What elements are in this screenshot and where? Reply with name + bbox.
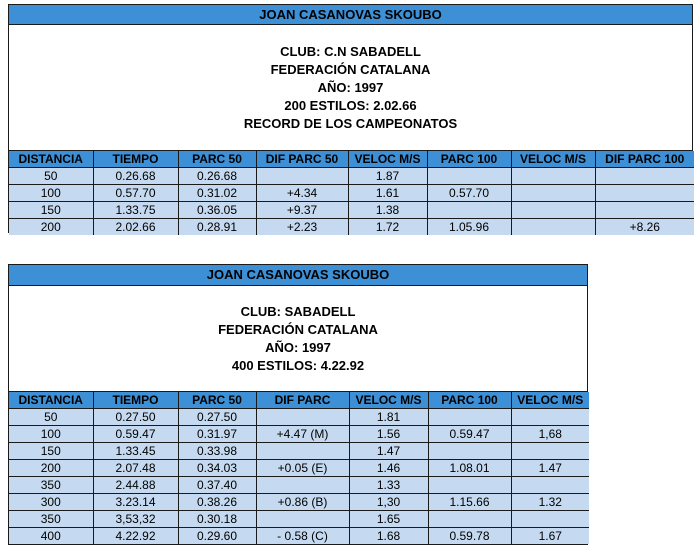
table-cell bbox=[511, 219, 595, 236]
table-cell: 1,30 bbox=[349, 494, 428, 511]
table-cell: +4.47 (M) bbox=[256, 426, 349, 443]
table-cell bbox=[595, 185, 694, 202]
table-cell bbox=[427, 168, 511, 185]
column-header: VELOC M/S bbox=[511, 392, 589, 409]
table-row bbox=[9, 528, 589, 545]
table-cell: 0.26.68 bbox=[93, 168, 178, 185]
table-cell: 350 bbox=[9, 477, 93, 494]
table-cell: 1.87 bbox=[348, 168, 427, 185]
column-header: DISTANCIA bbox=[9, 392, 93, 409]
column-header: PARC 50 bbox=[178, 151, 256, 168]
table-cell: 1.32 bbox=[511, 494, 589, 511]
table-cell bbox=[256, 511, 349, 528]
column-header: VELOC M/S bbox=[511, 151, 595, 168]
results-table-400-estilos bbox=[8, 264, 588, 545]
table-cell: 0.30.18 bbox=[178, 511, 256, 528]
table-cell: 350 bbox=[9, 511, 93, 528]
column-header: DIF PARC 50 bbox=[256, 151, 348, 168]
table-row bbox=[9, 185, 694, 202]
table-cell: 0.27.50 bbox=[93, 409, 178, 426]
table-cell: 200 bbox=[9, 219, 93, 236]
club-line: CLUB: SABADELL bbox=[240, 303, 356, 319]
table-cell: 1.46 bbox=[349, 460, 428, 477]
table-cell: 1.33 bbox=[349, 477, 428, 494]
table-cell: 1.38 bbox=[348, 202, 427, 219]
column-header: DIF PARC 100 bbox=[595, 151, 694, 168]
table-cell bbox=[511, 168, 595, 185]
table-cell: 150 bbox=[9, 202, 93, 219]
table-cell: 100 bbox=[9, 185, 93, 202]
year-line: AÑO: 1997 bbox=[265, 339, 331, 355]
splits-table bbox=[9, 392, 589, 544]
table-cell: 3,53,32 bbox=[93, 511, 178, 528]
table-cell bbox=[428, 477, 511, 494]
table-cell: 200 bbox=[9, 460, 93, 477]
swimmer-name-title: JOAN CASANOVAS SKOUBO bbox=[9, 5, 692, 25]
results-table-200-estilos bbox=[8, 4, 693, 233]
table-cell bbox=[256, 443, 349, 460]
table-cell: 0.31.02 bbox=[178, 185, 256, 202]
table-cell: 0.59.47 bbox=[93, 426, 178, 443]
table-cell: 0.26.68 bbox=[178, 168, 256, 185]
table-cell: 50 bbox=[9, 409, 93, 426]
table-cell: 0.34.03 bbox=[178, 460, 256, 477]
table-cell: 1.61 bbox=[348, 185, 427, 202]
table-cell: 1.05.96 bbox=[427, 219, 511, 236]
table-cell: 50 bbox=[9, 168, 93, 185]
table-cell: +4.34 bbox=[256, 185, 348, 202]
table-row bbox=[9, 477, 589, 494]
table-cell: 1.67 bbox=[511, 528, 589, 545]
table-cell bbox=[595, 202, 694, 219]
event-time-line: 400 ESTILOS: 4.22.92 bbox=[231, 357, 365, 373]
table-row bbox=[9, 460, 589, 477]
table-cell: 1.08.01 bbox=[428, 460, 511, 477]
table-cell: 1.81 bbox=[349, 409, 428, 426]
club-line: CLUB: C.N SABADELL bbox=[280, 43, 421, 59]
column-header: PARC 50 bbox=[178, 392, 256, 409]
table-cell: 1.65 bbox=[349, 511, 428, 528]
table-row bbox=[9, 443, 589, 460]
table-row bbox=[9, 494, 589, 511]
table-row bbox=[9, 426, 589, 443]
table-cell: 400 bbox=[9, 528, 93, 545]
header-row bbox=[9, 151, 694, 168]
table-cell: 100 bbox=[9, 426, 93, 443]
table-cell: 1.15.66 bbox=[428, 494, 511, 511]
table-cell bbox=[256, 409, 349, 426]
table-cell bbox=[511, 185, 595, 202]
table-cell: +8.26 bbox=[595, 219, 694, 236]
table-cell bbox=[256, 168, 348, 185]
table-cell bbox=[428, 409, 511, 426]
column-header: VELOC M/S bbox=[349, 392, 428, 409]
swimmer-name-title: JOAN CASANOVAS SKOUBO bbox=[9, 265, 587, 286]
table-cell: 4.22.92 bbox=[93, 528, 178, 545]
table-cell: 0.27.50 bbox=[178, 409, 256, 426]
table-cell: 0.59.47 bbox=[428, 426, 511, 443]
table-cell: - 0.58 (C) bbox=[256, 528, 349, 545]
table-cell: 0.29.60 bbox=[178, 528, 256, 545]
table-cell bbox=[511, 409, 589, 426]
column-header: PARC 100 bbox=[427, 151, 511, 168]
table-cell: 2.02.66 bbox=[93, 219, 178, 236]
swimmer-info bbox=[9, 25, 692, 151]
federation-line: FEDERACIÓN CATALANA bbox=[218, 321, 378, 337]
column-header: DIF PARC bbox=[256, 392, 349, 409]
table-cell: 1.33.75 bbox=[93, 202, 178, 219]
table-cell bbox=[511, 443, 589, 460]
table-cell: 1,68 bbox=[511, 426, 589, 443]
table-cell: 0.38.26 bbox=[178, 494, 256, 511]
table-cell: 0.57.70 bbox=[427, 185, 511, 202]
table-cell: +0.05 (E) bbox=[256, 460, 349, 477]
table-row bbox=[9, 168, 694, 185]
table-cell: 1.72 bbox=[348, 219, 427, 236]
table-cell: 0.33.98 bbox=[178, 443, 256, 460]
swimmer-info bbox=[9, 286, 587, 392]
table-cell: 0.37.40 bbox=[178, 477, 256, 494]
table-cell: 150 bbox=[9, 443, 93, 460]
table-row bbox=[9, 511, 589, 528]
table-cell: 1.47 bbox=[511, 460, 589, 477]
table-cell: 1.33.45 bbox=[93, 443, 178, 460]
table-cell: +2.23 bbox=[256, 219, 348, 236]
table-cell: 0.36.05 bbox=[178, 202, 256, 219]
table-cell: 3.23.14 bbox=[93, 494, 178, 511]
column-header: DISTANCIA bbox=[9, 151, 93, 168]
table-row bbox=[9, 219, 694, 236]
table-cell bbox=[595, 168, 694, 185]
table-cell bbox=[511, 477, 589, 494]
year-line: AÑO: 1997 bbox=[317, 79, 384, 95]
table-cell: 2.44.88 bbox=[93, 477, 178, 494]
table-cell bbox=[511, 511, 589, 528]
federation-line: FEDERACIÓN CATALANA bbox=[270, 61, 431, 77]
splits-table bbox=[9, 151, 694, 235]
table-cell: 0.28.91 bbox=[178, 219, 256, 236]
table-cell: 1.47 bbox=[349, 443, 428, 460]
table-row bbox=[9, 409, 589, 426]
table-cell: 300 bbox=[9, 494, 93, 511]
column-header: TIEMPO bbox=[93, 392, 178, 409]
table-cell: 0.57.70 bbox=[93, 185, 178, 202]
column-header: TIEMPO bbox=[93, 151, 178, 168]
table-cell: +0.86 (B) bbox=[256, 494, 349, 511]
event-time-line: 200 ESTILOS: 2.02.66 bbox=[284, 97, 417, 113]
table-cell bbox=[256, 477, 349, 494]
table-cell: 1.56 bbox=[349, 426, 428, 443]
table-cell: 0.31.97 bbox=[178, 426, 256, 443]
column-header: VELOC M/S bbox=[348, 151, 427, 168]
record-line: RECORD DE LOS CAMPEONATOS bbox=[243, 115, 458, 131]
table-cell: 0.59.78 bbox=[428, 528, 511, 545]
table-cell: 2.07.48 bbox=[93, 460, 178, 477]
table-cell bbox=[427, 202, 511, 219]
table-cell: 1.68 bbox=[349, 528, 428, 545]
header-row bbox=[9, 392, 589, 409]
table-row bbox=[9, 202, 694, 219]
table-cell: +9.37 bbox=[256, 202, 348, 219]
column-header: PARC 100 bbox=[428, 392, 511, 409]
table-cell bbox=[428, 511, 511, 528]
table-cell bbox=[428, 443, 511, 460]
table-cell bbox=[511, 202, 595, 219]
